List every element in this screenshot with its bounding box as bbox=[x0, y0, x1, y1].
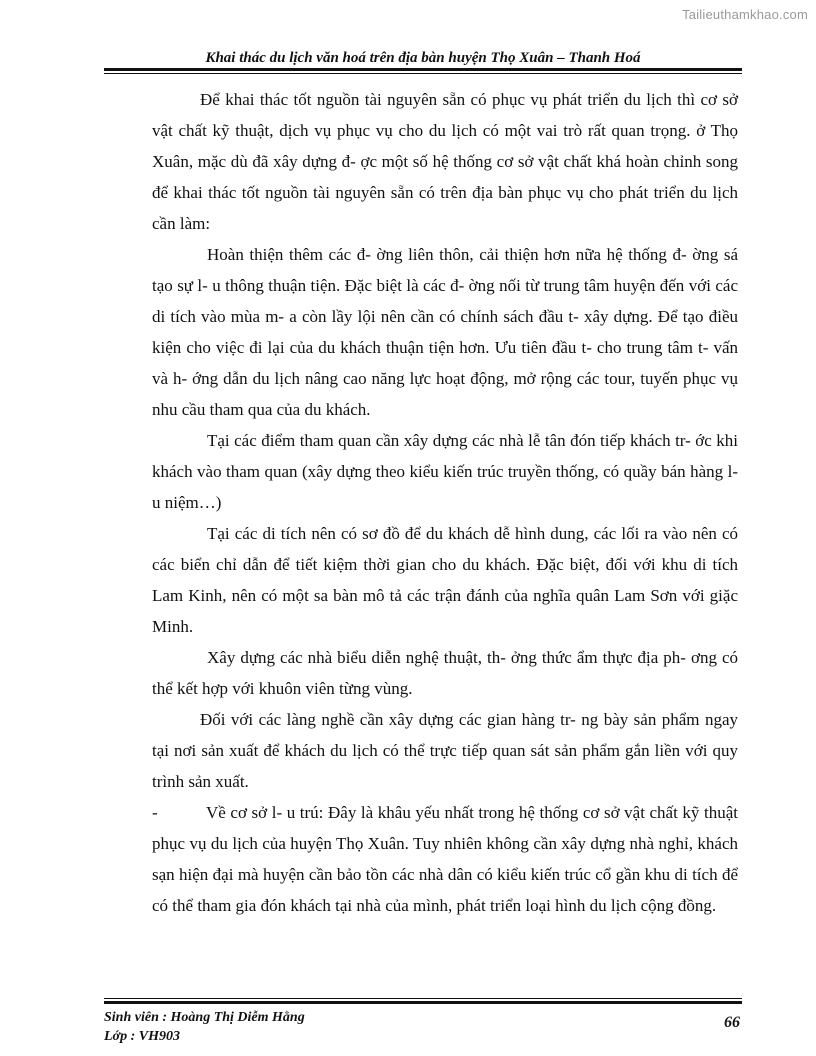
watermark-text: Tailieuthamkhao.com bbox=[682, 7, 808, 22]
dash-list-item bbox=[152, 797, 738, 921]
page-header-title: Khai thác du lịch văn hoá trên địa bàn huyện Thọ Xuân – Thanh Hoá bbox=[205, 50, 641, 66]
dash-marker: - bbox=[152, 803, 158, 822]
page-number: 66 bbox=[724, 1014, 740, 1031]
paragraph-5: Xây dựng các nhà biểu diễn nghệ thuật, th- ởng thức ẩm thực địa ph- ơng có thể kết hợp với khuôn viên từng vùng. bbox=[152, 648, 738, 698]
paragraph-1: Để khai thác tốt nguồn tài nguyên sẵn có phục vụ phát triển du lịch thì cơ sở vật chất kỹ thuật, dịch vụ phục vụ cho du lịch có một vai trò rất quan trọng. ở Thọ Xuân, mặc dù đã xây dựng đ- ợc một số hệ thống cơ sở vật chất khá hoàn chỉnh song để khai thác tốt nguồn tài nguyên sẵn có trên địa bàn phục vụ cho phát triển du lịch cần làm: bbox=[152, 90, 738, 233]
dash-item-text: Về cơ sở l- u trú: Đây là khâu yếu nhất trong hệ thống cơ sở vật chất kỹ thuật phục vụ du lịch của huyện Thọ Xuân. Tuy nhiên không cần xây dựng nhà nghỉ, khách sạn hiện đại mà huyện cần bảo tồn các nhà dân có kiểu kiến trúc cổ gần khu di tích để có thể tham gia đón khách tại nhà của mình, phát triển loại hình du lịch cộng đồng. bbox=[152, 803, 738, 915]
footer-student-name: Sinh viên : Hoàng Thị Diễm Hằng bbox=[104, 1010, 305, 1025]
paragraph-6: Đối với các làng nghề cần xây dựng các gian hàng tr- ng bày sản phẩm ngay tại nơi sản xuất để khách du lịch có thể trực tiếp quan sát sản phẩm gắn liền với quy trình sản xuất. bbox=[152, 710, 738, 791]
paragraph-4: Tại các di tích nên có sơ đồ để du khách dễ hình dung, các lối ra vào nên có các biển chỉ dẫn để tiết kiệm thời gian cho du khách. Đặc biệt, đối với khu di tích Lam Kinh, nên có một sa bàn mô tả các trận đánh của nghĩa quân Lam Sơn với giặc Minh. bbox=[152, 524, 738, 636]
paragraph-3: Tại các điểm tham quan cần xây dựng các nhà lễ tân đón tiếp khách tr- ớc khi khách vào tham quan (xây dựng theo kiểu kiến trúc truyền thống, có quầy bán hàng l- u niệm…) bbox=[152, 431, 738, 512]
paragraph-2: Hoàn thiện thêm các đ- ờng liên thôn, cải thiện hơn nữa hệ thống đ- ờng sá tạo sự l- u thông thuận tiện. Đặc biệt là các đ- ờng nối từ trung tâm huyện đến với các di tích vào mùa m- a còn lầy lội nên cần có chính sách đầu t- xây dựng. Để tạo điều kiện cho việc đi lại của du khách thuận tiện hơn. Ưu tiên đầu t- cho trung tâm t- vấn và h- ớng dẫn du lịch nâng cao năng lực hoạt động, mở rộng các tour, tuyến phục vụ nhu cầu tham qua của du khách. bbox=[152, 245, 738, 419]
footer-author-block bbox=[104, 1008, 305, 1046]
footer-divider bbox=[104, 998, 742, 1004]
document-body bbox=[152, 84, 738, 921]
header-divider bbox=[104, 68, 742, 74]
footer-class: Lớp : VH903 bbox=[104, 1029, 180, 1044]
